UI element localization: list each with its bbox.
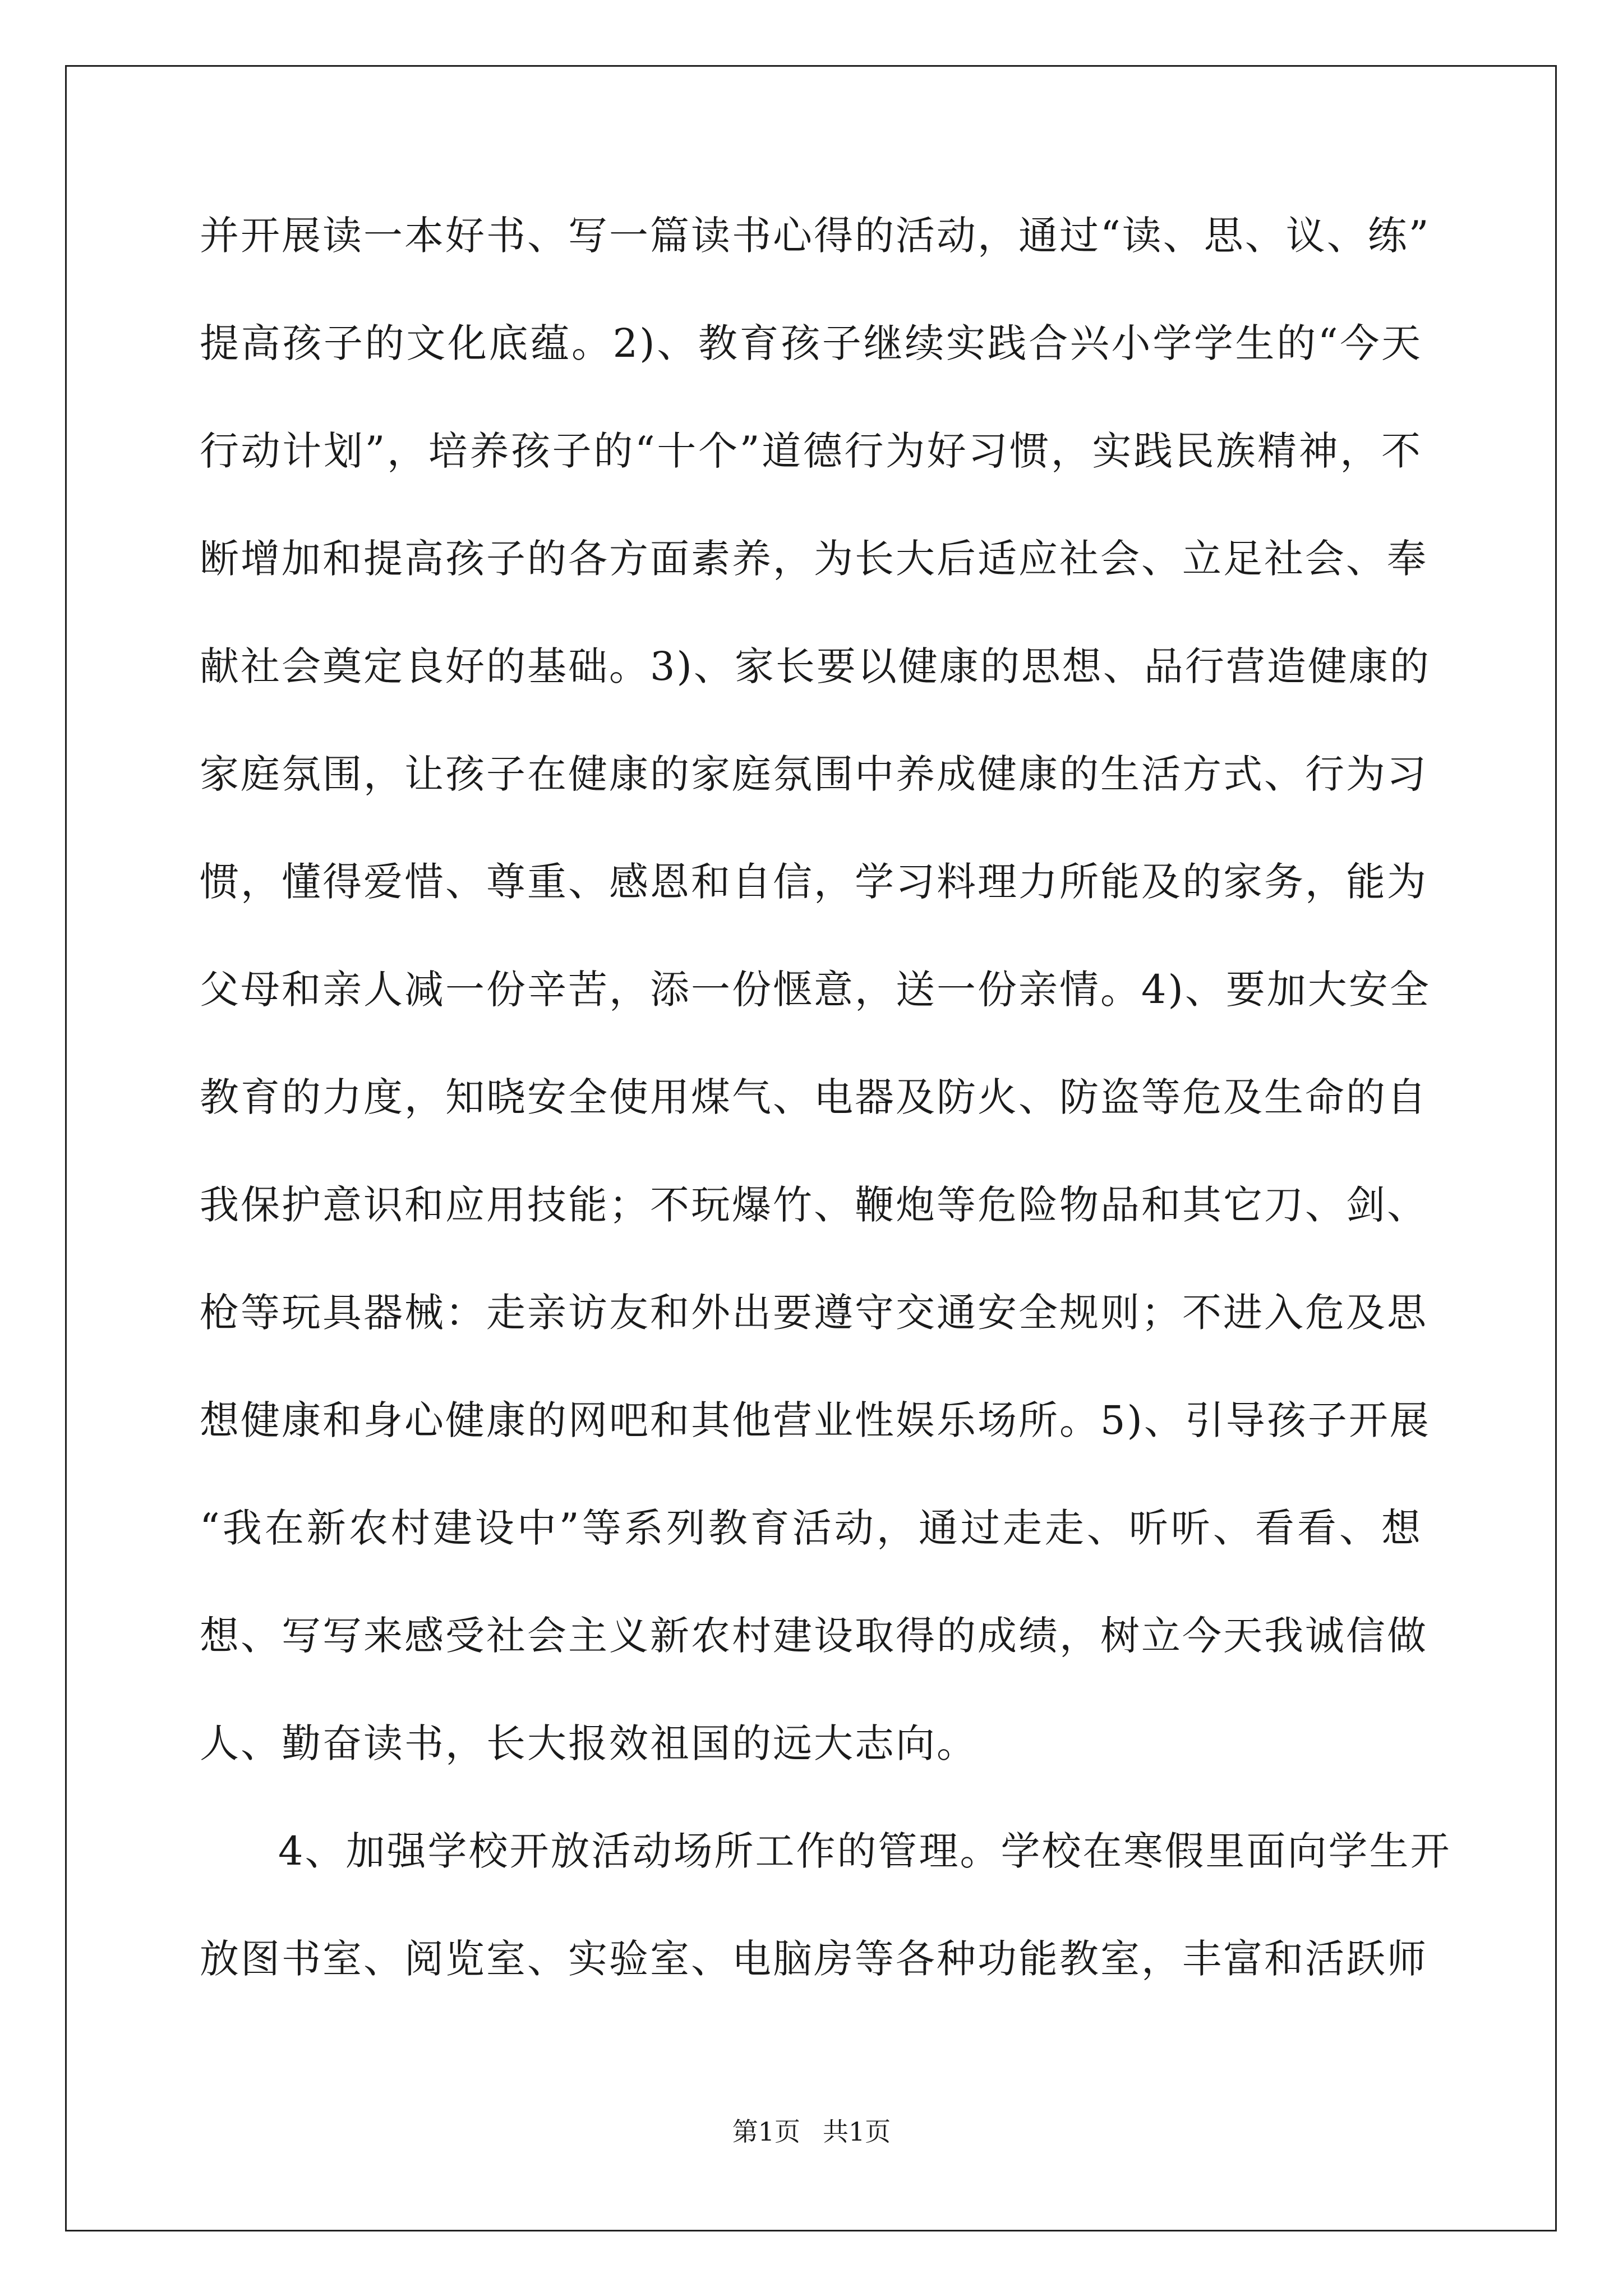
text-line: 行动计划”，培养孩子的“十个”道德行为好习惯，实践民族精神，不 bbox=[200, 428, 1422, 474]
text-line: 提高孩子的文化底蕴。2)、教育孩子继续实践合兴小学学生的“今天 bbox=[200, 320, 1422, 366]
text-line: 人、勤奋读书，长大报效祖国的远大志向。 bbox=[200, 1720, 978, 1766]
paragraph-first-line: 4、加强学校开放活动场所工作的管理。学校在寒假里面向学生开 bbox=[278, 1828, 1451, 1874]
text-line: 家庭氛围，让孩子在健康的家庭氛围中养成健康的生活方式、行为习 bbox=[200, 751, 1428, 797]
document-body bbox=[200, 208, 1451, 2039]
text-line: 想、写写来感受社会主义新农村建设取得的成绩，树立今天我诚信做 bbox=[200, 1613, 1428, 1659]
text-line: 惯，懂得爱惜、尊重、感恩和自信，学习料理力所能及的家务，能为 bbox=[200, 859, 1428, 905]
text-line: “我在新农村建设中”等系列教育活动，通过走走、听听、看看、想 bbox=[200, 1505, 1422, 1551]
page-number-current: 第1页 bbox=[732, 2116, 800, 2147]
text-line: 我保护意识和应用技能；不玩爆竹、鞭炮等危险物品和其它刀、剑、 bbox=[200, 1182, 1428, 1228]
page-number-total: 共1页 bbox=[823, 2116, 891, 2147]
page-footer bbox=[0, 2115, 1623, 2148]
text-line: 并开展读一本好书、写一篇读书心得的活动，通过“读、思、议、练” bbox=[200, 213, 1431, 259]
text-line: 放图书室、阅览室、实验室、电脑房等各种功能教室，丰富和活跃师 bbox=[200, 1936, 1428, 1982]
text-line: 教育的力度，知晓安全使用煤气、电器及防火、防盗等危及生命的自 bbox=[200, 1074, 1428, 1120]
text-line: 断增加和提高孩子的各方面素养，为长大后适应社会、立足社会、奉 bbox=[200, 536, 1428, 582]
text-line: 枪等玩具器械：走亲访友和外出要遵守交通安全规则；不进入危及思 bbox=[200, 1290, 1428, 1336]
text-line: 父母和亲人减一份辛苦，添一份惬意，送一份亲情。4)、要加大安全 bbox=[200, 967, 1431, 1013]
text-line: 想健康和身心健康的网吧和其他营业性娱乐场所。5)、引导孩子开展 bbox=[200, 1397, 1431, 1443]
text-line: 献社会奠定良好的基础。3)、家长要以健康的思想、品行营造健康的 bbox=[200, 643, 1431, 689]
